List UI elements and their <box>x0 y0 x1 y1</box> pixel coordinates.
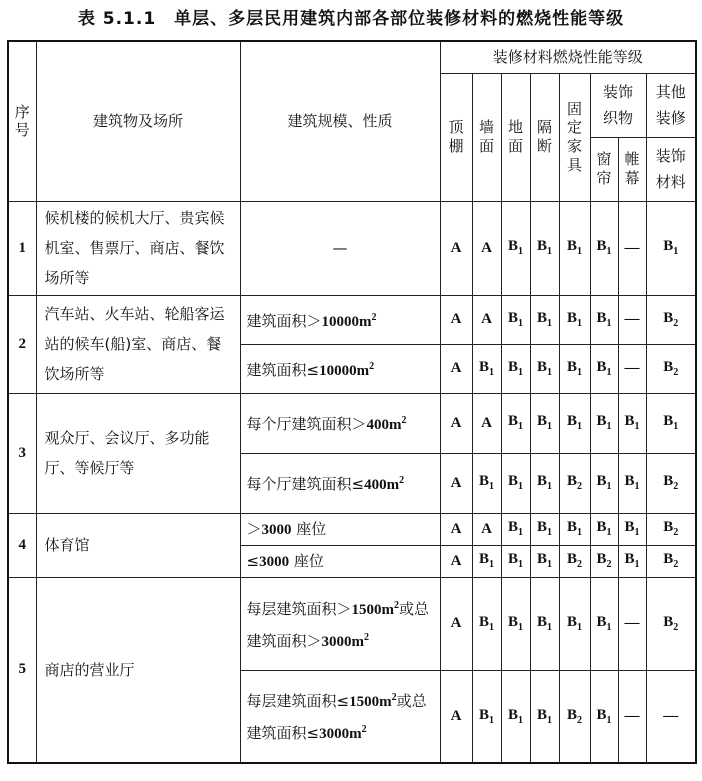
rating-cell: $B_1$ <box>559 201 590 295</box>
header-building: 建筑物及场所 <box>36 41 240 201</box>
table-row <box>8 577 696 670</box>
scale-cell: 建筑面积$>10000m^2$ <box>240 295 440 344</box>
scale-cell: 每个厅建筑面积$\le 400m^2$ <box>240 453 440 513</box>
header-furniture: 固 定 家 具 <box>559 73 590 201</box>
table-row <box>8 201 696 295</box>
header-curtain: 窗 帘 <box>590 137 618 201</box>
rating-cell: $B_1$ <box>530 201 559 295</box>
rating-cell: $B_1$ <box>530 577 559 670</box>
rating-cell: $B_1$ <box>530 670 559 763</box>
header-other-bottom: 装饰 材料 <box>646 137 696 201</box>
rating-cell: A <box>440 295 472 344</box>
building-cell: 商店的营业厅 <box>36 577 240 763</box>
rating-cell: $B_1$ <box>618 453 646 513</box>
rating-cell: $B_1$ <box>472 545 501 577</box>
header-floor: 地 面 <box>501 73 530 201</box>
rating-cell: $B_1$ <box>590 577 618 670</box>
building-cell: 体育馆 <box>36 513 240 577</box>
header-fabric: 装饰 织物 <box>590 73 646 137</box>
rating-cell: A <box>440 545 472 577</box>
rating-cell: $B_2$ <box>646 545 696 577</box>
rating-cell: $B_1$ <box>501 393 530 453</box>
rating-cell: A <box>472 201 501 295</box>
header-other-top: 其他 装修 <box>646 73 696 137</box>
scale-cell: ＞3000 座位 <box>240 513 440 545</box>
rating-cell: A <box>440 393 472 453</box>
rating-cell: $B_2$ <box>646 295 696 344</box>
rating-cell: $B_1$ <box>618 545 646 577</box>
row-number: 1 <box>8 201 36 295</box>
row-number: 4 <box>8 513 36 577</box>
rating-cell: $B_1$ <box>618 393 646 453</box>
table-row <box>8 295 696 344</box>
rating-cell: — <box>618 344 646 393</box>
rating-cell: — <box>618 201 646 295</box>
rating-cell: $B_2$ <box>646 344 696 393</box>
rating-cell: $B_1$ <box>590 344 618 393</box>
rating-cell: $B_1$ <box>559 513 590 545</box>
scale-cell: 每层建筑面积$\le 1500m^2$或总建筑面积$\le 3000m^2$ <box>240 670 440 763</box>
fire-rating-table <box>7 40 697 764</box>
rating-cell: $B_1$ <box>559 577 590 670</box>
rating-cell: A <box>440 670 472 763</box>
rating-cell: $B_1$ <box>530 344 559 393</box>
building-cell: 汽车站、火车站、轮船客运站的候车(船)室、商店、餐饮场所等 <box>36 295 240 393</box>
row-number: 5 <box>8 577 36 763</box>
rating-cell: $B_1$ <box>472 344 501 393</box>
rating-cell: $B_1$ <box>530 393 559 453</box>
rating-cell: $B_1$ <box>501 344 530 393</box>
rating-cell: — <box>618 295 646 344</box>
rating-cell: $B_1$ <box>472 453 501 513</box>
rating-cell: $B_1$ <box>618 513 646 545</box>
rating-cell: $B_2$ <box>559 670 590 763</box>
rating-cell: A <box>472 393 501 453</box>
rating-cell: $B_1$ <box>590 513 618 545</box>
header-wall: 墙 面 <box>472 73 501 201</box>
rating-cell: $B_1$ <box>530 545 559 577</box>
rating-cell: $B_1$ <box>501 670 530 763</box>
rating-cell: — <box>618 577 646 670</box>
rating-cell: $B_1$ <box>559 393 590 453</box>
scale-cell: 建筑面积$\le 10000m^2$ <box>240 344 440 393</box>
building-cell: 观众厅、会议厅、多功能厅、等候厅等 <box>36 393 240 513</box>
rating-cell: $B_1$ <box>590 201 618 295</box>
table-title: 表 5.1.1 单层、多层民用建筑内部各部位装修材料的燃烧性能等级 <box>77 9 625 29</box>
rating-cell: A <box>472 513 501 545</box>
rating-cell: A <box>440 453 472 513</box>
rating-cell: $B_1$ <box>501 513 530 545</box>
rating-cell: $B_2$ <box>646 453 696 513</box>
rating-cell: $B_2$ <box>590 545 618 577</box>
table-row <box>8 513 696 545</box>
rating-cell: $B_1$ <box>646 393 696 453</box>
header-seq: 序 号 <box>8 41 36 201</box>
rating-cell: $B_1$ <box>590 670 618 763</box>
rating-cell: — <box>646 670 696 763</box>
rating-cell: A <box>440 577 472 670</box>
header-drape: 帷 幕 <box>618 137 646 201</box>
rating-cell: $B_1$ <box>590 295 618 344</box>
rating-cell: $B_1$ <box>530 295 559 344</box>
header-scale: 建筑规模、性质 <box>240 41 440 201</box>
scale-cell: 每个厅建筑面积$>400m^2$ <box>240 393 440 453</box>
rating-cell: $B_1$ <box>501 453 530 513</box>
table-row <box>8 393 696 453</box>
rating-cell: $B_1$ <box>501 295 530 344</box>
rating-cell: A <box>472 295 501 344</box>
rating-cell: $B_1$ <box>501 577 530 670</box>
rating-cell: $B_1$ <box>472 670 501 763</box>
rating-cell: $B_1$ <box>559 295 590 344</box>
scale-cell: ≤3000 座位 <box>240 545 440 577</box>
rating-cell: $B_1$ <box>472 577 501 670</box>
header-group: 装修材料燃烧性能等级 <box>440 41 696 73</box>
rating-cell: $B_1$ <box>530 513 559 545</box>
rating-cell: $B_2$ <box>559 453 590 513</box>
rating-cell: A <box>440 201 472 295</box>
row-number: 3 <box>8 393 36 513</box>
scale-cell: 每层建筑面积$>1500m^2$或总建筑面积$>3000m^2$ <box>240 577 440 670</box>
scale-cell: — <box>240 201 440 295</box>
rating-cell: A <box>440 344 472 393</box>
header-partition: 隔 断 <box>530 73 559 201</box>
rating-cell: $B_1$ <box>501 201 530 295</box>
rating-cell: $B_2$ <box>646 513 696 545</box>
rating-cell: A <box>440 513 472 545</box>
rating-cell: — <box>618 670 646 763</box>
rating-cell: $B_1$ <box>590 393 618 453</box>
rating-cell: $B_1$ <box>501 545 530 577</box>
rating-cell: $B_1$ <box>530 453 559 513</box>
rating-cell: $B_2$ <box>646 577 696 670</box>
rating-cell: $B_1$ <box>646 201 696 295</box>
row-number: 2 <box>8 295 36 393</box>
rating-cell: $B_1$ <box>559 344 590 393</box>
rating-cell: $B_2$ <box>559 545 590 577</box>
building-cell: 候机楼的候机大厅、贵宾候机室、售票厅、商店、餐饮场所等 <box>36 201 240 295</box>
header-ceiling: 顶 棚 <box>440 73 472 201</box>
rating-cell: $B_1$ <box>590 453 618 513</box>
